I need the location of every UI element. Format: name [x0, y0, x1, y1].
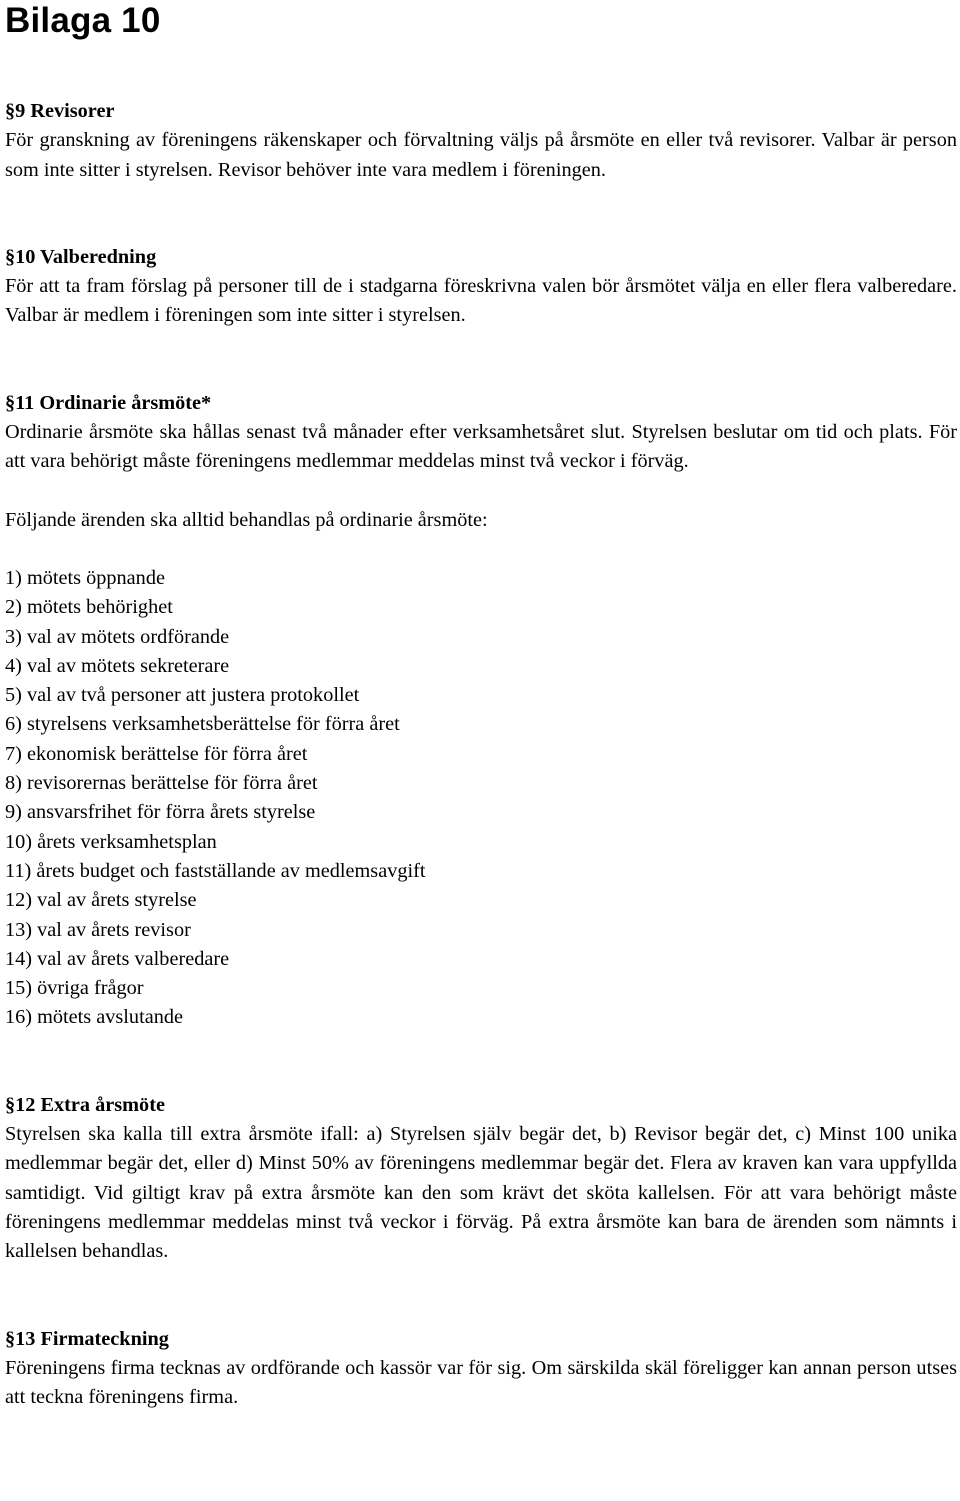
- agenda-item: 9) ansvarsfrihet för förra årets styrelse: [5, 801, 316, 824]
- agenda-item: 16) mötets avslutande: [5, 1006, 183, 1029]
- section-extra-arsmote: [5, 1091, 957, 1267]
- agenda-item: 8) revisorernas berättelse för förra året: [5, 772, 318, 795]
- section-text: Styrelsen ska kalla till extra årsmöte ifall: a) Styrelsen själv begär det, b) Revisor begär det, c) Minst 100 unika medlemmar begär det, eller d) Minst 50% av föreningens medlemmar begär det. Flera av kraven kan vara uppfyllda samtidigt. Vid giltigt krav på extra årsmöte kan den som krävt det sköta kallelsen. För att vara behörigt måste föreningens medlemmar meddelas minst två veckor i förväg. På extra årsmöte kan bara de ärenden som nämnts i kallelsen behandlas.: [5, 1123, 957, 1263]
- agenda-item: 3) val av mötets ordförande: [5, 625, 230, 648]
- section-text: Ordinarie årsmöte ska hållas senast två månader efter verksamhetsåret slut. Styrelsen beslutar om tid och plats. För att vara behörigt måste föreningens medlemmar meddelas minst två veckor i förväg.: [5, 421, 957, 473]
- section-heading: §10 Valberedning: [5, 245, 157, 268]
- agenda-list: [5, 564, 957, 1033]
- section-firmateckning: [5, 1325, 957, 1413]
- section-heading: §13 Firmateckning: [5, 1327, 169, 1350]
- agenda-item: 5) val av två personer att justera protokollet: [5, 684, 360, 707]
- agenda-item: 7) ekonomisk berättelse för förra året: [5, 742, 308, 765]
- agenda-item: 12) val av årets styrelse: [5, 889, 197, 912]
- document: [5, 0, 957, 1412]
- section-ordinarie-arsmote: [5, 389, 957, 1033]
- agenda-item: 14) val av årets valberedare: [5, 947, 230, 970]
- page-title: Bilaga 10: [5, 1, 161, 40]
- section-valberedning: [5, 243, 957, 331]
- section-text: För granskning av föreningens räkenskaper och förvaltning väljs på årsmöte en eller två revisorer. Valbar är person som inte sitter i styrelsen. Revisor behöver inte vara medlem i föreningen.: [5, 129, 957, 181]
- section-revisorer: [5, 97, 957, 185]
- agenda-item: 4) val av mötets sekreterare: [5, 654, 230, 677]
- agenda-item: 10) årets verksamhetsplan: [5, 830, 217, 853]
- agenda-item: 1) mötets öppnande: [5, 566, 165, 589]
- agenda-item: 13) val av årets revisor: [5, 918, 191, 941]
- agenda-item: 6) styrelsens verksamhetsberättelse för förra året: [5, 713, 400, 736]
- section-heading: §9 Revisorer: [5, 100, 115, 122]
- agenda-item: 15) övriga frågor: [5, 977, 144, 1000]
- agenda-item: 11) årets budget och fastställande av medlemsavgift: [5, 859, 426, 882]
- agenda-intro: Följande ärenden ska alltid behandlas på ordinarie årsmöte:: [5, 508, 488, 531]
- agenda-item: 2) mötets behörighet: [5, 596, 173, 619]
- section-heading: §12 Extra årsmöte: [5, 1093, 165, 1116]
- section-text: För att ta fram förslag på personer till de i stadgarna föreskrivna valen bör årsmötet välja en eller flera valberedare. Valbar är medlem i föreningen som inte sitter i styrelsen.: [5, 275, 957, 327]
- section-text: Föreningens firma tecknas av ordförande och kassör var för sig. Om särskilda skäl föreligger kan annan person utses att teckna föreningens firma.: [5, 1356, 957, 1409]
- section-heading: §11 Ordinarie årsmöte*: [5, 391, 212, 414]
